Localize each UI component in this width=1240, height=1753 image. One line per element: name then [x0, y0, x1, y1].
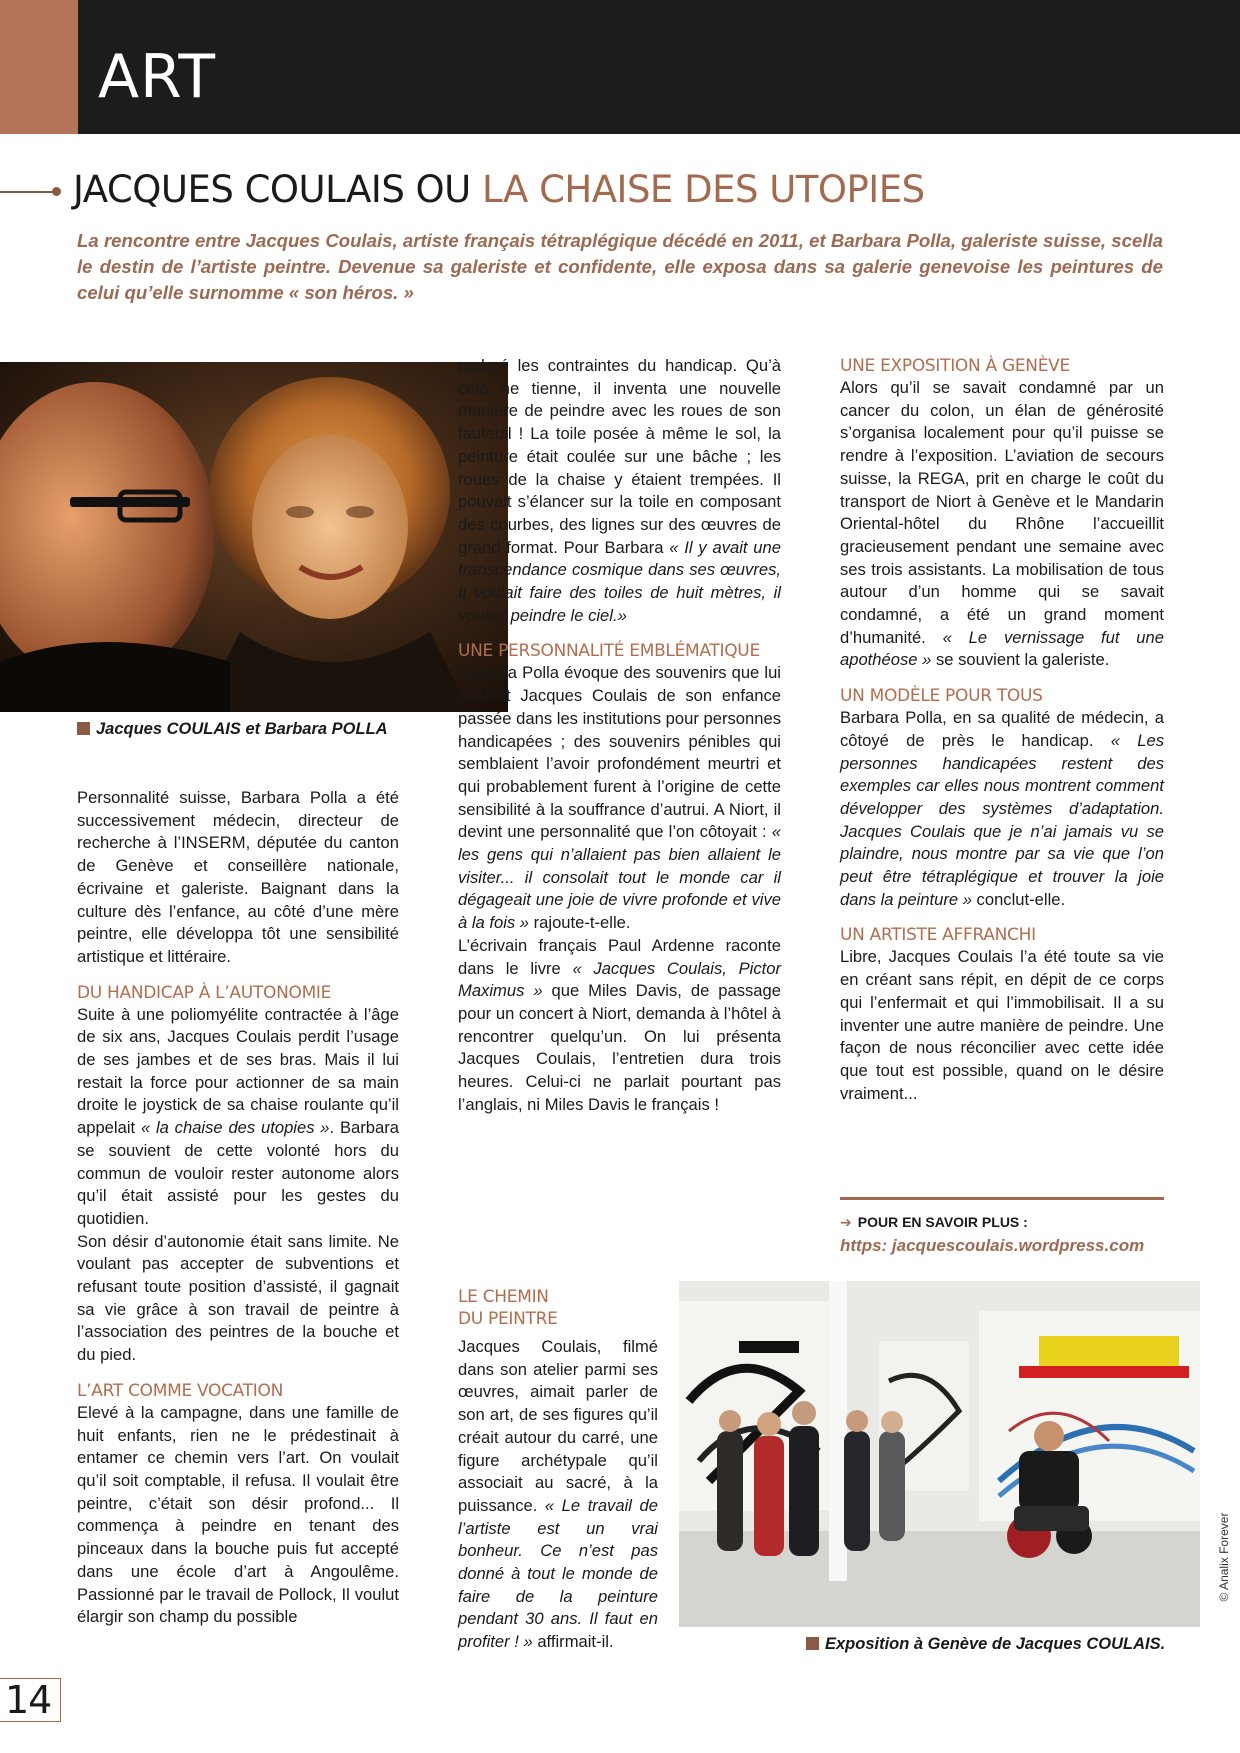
col3-paragraph: Barbara Polla, en sa qualité de médecin, a côtoyé de près le handicap. « Les personnes handicapées restent des exemples car elles nous montrent comment développer des systèmes d’adaptation. Jacques Coulais que je n’ai jamais vu se plaindre, nous montre par sa vie que l’on peut être tétraplégique et trouver la joie dans la peinture » conclut-elle. — [840, 708, 1164, 909]
exhibition-photo-image — [679, 1281, 1200, 1627]
section-title: ART — [98, 42, 217, 112]
title-bullet — [52, 187, 61, 196]
col1-paragraph: Suite à une poliomyélite contractée à l’âge de six ans, Jacques Coulais perdit l’usage de ses jambes et de ses bras. Mais il lui restait la force pour actionner de sa main droite le joystick de sa chaise roulante qu’il appelait « la chaise des utopies ». Barbara se souvient de cette volonté hors du commun de vouloir rester autonome alors qu’il était assisté pour les gestes du quotidien. — [77, 1004, 399, 1228]
portrait-photo-credit: © Julien Turpaud — [530, 544, 544, 636]
title-rule — [0, 191, 56, 193]
article-title-prefix: JACQUES COULAIS OU — [73, 168, 471, 211]
portrait-photo-image — [0, 362, 508, 712]
page-number: 14 — [5, 1678, 52, 1722]
header-band — [78, 0, 1240, 134]
exhibition-photo-credit: © Analix Forever — [1217, 1512, 1231, 1602]
exhibition-caption-text: Exposition à Genève de Jacques COULAIS. — [825, 1635, 1166, 1653]
col3-subheading-modele: UN MODÈLE POUR TOUS — [840, 686, 1043, 707]
col2-paragraph: Jacques Coulais, filmé dans son atelier parmi ses œuvres, aimait parler de son art, de ses figures qu’il créait autour du carré, une figure archétypale qu’il associait au sacré, à la puissance. « Le travail de l’artiste est un vrai bonheur. Ce n’est pas donné à tout le monde de faire de la peinture pendant 30 ans. Il faut en profiter ! » affirmait-il. — [458, 1337, 658, 1652]
col2-subheading-chemin: LE CHEMIN DU PEINTRE — [458, 1287, 558, 1329]
info-rule — [840, 1197, 1164, 1200]
col3-paragraph: Alors qu’il se savait condamné par un cancer du colon, un élan de générosité s’organisa localement pour qu’il puisse se rendre à l’exposition. L’aviation de secours suisse, la REGA, prit en charge le coût du transport de Niort à Genève et le Mandarin Oriental-hôtel du Rhône l’accueillit gracieusement pendant une semaine avec ses trois assistants. La mobilisation de tous autour d’un homme qui se savait condamné, a été un grand moment d’humanité. « Le vernissage fut une apothéose » se souvient la galeriste. — [840, 378, 1164, 670]
caption-square-icon — [806, 1637, 819, 1650]
col1-paragraph: Personnalité suisse, Barbara Polla a été successivement médecin, directeur de recherche à l’INSERM, députée du canton de Genève et conseillère nationale, écrivaine et galeriste. Baignant dans la culture dès l’enfance, au côté d’une mère peintre, elle développa tôt une sensibilité artistique et littéraire. — [77, 788, 399, 966]
col3-paragraph: Libre, Jacques Coulais l’a été toute sa vie en créant sans répit, en dépit de ce corps qui l’enfermait et qui l’immobilisait. Il a su inventer une autre manière de peindre. Une façon de nous réconcilier avec cette idée que tout est possible, quand on le désire vraiment... — [840, 947, 1164, 1103]
portrait-caption — [77, 720, 388, 739]
arrow-right-icon: ➔ — [840, 1214, 852, 1230]
exhibition-caption — [806, 1635, 1165, 1654]
col1-subheading-vocation: L’ART COMME VOCATION — [77, 1380, 283, 1401]
col1-subheading-handicap: DU HANDICAP À L’AUTONOMIE — [77, 982, 332, 1003]
column-2-lower — [458, 1286, 658, 1654]
col1-paragraph: Elevé à la campagne, dans une famille de huit enfants, rien ne le prédestinait à entamer ce chemin vers l’art. On voulait qu’il soit comptable, il refusa. Il voulait être peintre, c’était son désir profond... Il commença à peindre en tenant des pinceaux dans la bouche puis fut accepté dans une école d’art à Angoulême. Passionné par le travail de Pollock, Il voulut élargir son champ du possible — [77, 1402, 399, 1627]
col3-subheading-exposition: UNE EXPOSITION À GENÈVE — [840, 356, 1070, 376]
header-accent-bar — [0, 0, 78, 134]
info-link[interactable]: https: jacquescoulais.wordpress.com — [840, 1236, 1145, 1255]
col2-paragraph: malgré les contraintes du handicap. Qu’à cela ne tienne, il inventa une nouvelle manière de peindre avec les roues de son fauteuil ! La toile posée à même le sol, la peinture était coulée sur une bâche ; les roues de la chaise y étaient trempées. Il pouvait s’élancer sur la toile en composant des courbes, des lignes sur des œuvres de grand format. Pour Barbara « Il y avait une transcendance cosmique dans ses œuvres, Il voulait faire des toiles de huit mètres, il voulait peindre le ciel.» — [458, 356, 781, 625]
article-title-accent: LA CHAISE DES UTOPIES — [482, 168, 925, 211]
col2-paragraph: Barbara Polla évoque des souvenirs que lui confiait Jacques Coulais de son enfance passée dans les institutions pour personnes handicapées ; des souvenirs pénibles qui semblaient l’avoir profondément meurtri et qui probablement furent à l’origine de cette sensibilité à la souffrance d’autrui. A Niort, il devint une personnalité que l’on côtoyait : « les gens qui n’allaient pas bien allaient le visiter... il consolait tout le monde car il dégageait une joie de vivre profonde et vive à la fois » rajoute-t-elle. — [458, 663, 781, 933]
col2-paragraph: L’écrivain français Paul Ardenne raconte dans le livre « Jacques Coulais, Pictor Maximus » que Miles Davis, de passage pour un concert à Niort, demanda à l’hôtel à rencontrer quelqu’un. On lui présenta Jacques Coulais, l’entretien dura trois heures. Celui-ci ne parlait pourtant pas l’anglais, ni Miles Davis le français ! — [458, 935, 782, 1114]
caption-square-icon — [77, 722, 90, 735]
article-intro: La rencontre entre Jacques Coulais, artiste français tétraplégique décédé en 2011, et Barbara Polla, galeriste suisse, scella le destin de l’artiste peintre. Devenue sa galeriste et confidente, elle exposa dans sa galerie genevoise les peintures de celui qu’elle surnomme « son héros. » — [77, 230, 1163, 303]
column-3 — [840, 355, 1164, 1105]
column-2 — [458, 355, 781, 1117]
col2-subheading-personnalite: UNE PERSONNALITÉ EMBLÉMATIQUE — [458, 641, 760, 662]
info-label: ➔ POUR EN SAVOIR PLUS : — [840, 1214, 1028, 1230]
portrait-caption-text: Jacques COULAIS et Barbara POLLA — [96, 720, 388, 738]
portrait-photo — [0, 362, 508, 712]
col3-subheading-affranchi: UN ARTISTE AFFRANCHI — [840, 925, 1036, 946]
article-title — [73, 168, 925, 212]
exhibition-photo — [679, 1281, 1200, 1627]
column-1 — [77, 787, 399, 1629]
col1-paragraph: Son désir d’autonomie était sans limite. Ne voulant pas accepter de subventions et refusant toute position d’assisté, il gagnait sa vie grâce à son travail de peintre à l’association des peintres de la bouche et du pied. — [77, 1231, 399, 1365]
